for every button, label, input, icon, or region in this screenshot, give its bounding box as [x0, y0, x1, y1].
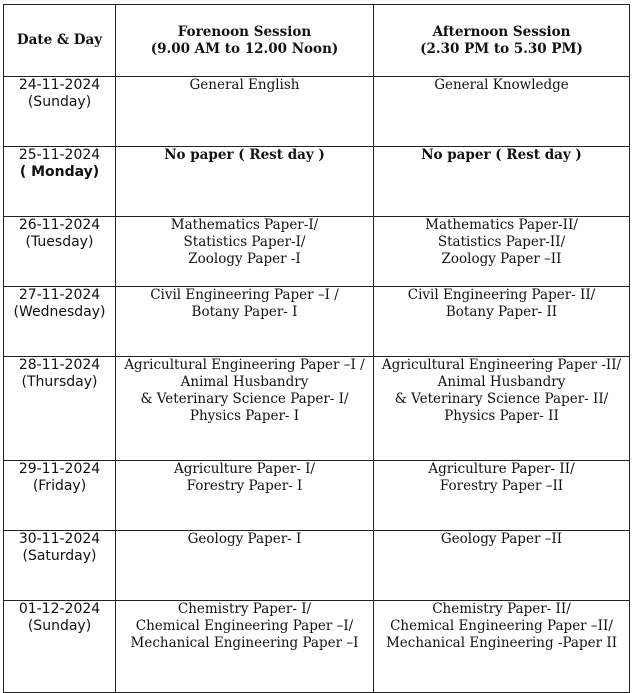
afternoon-paper-line: Mechanical Engineering -Paper II: [385, 635, 618, 651]
forenoon-paper-line: Mathematics Paper-I/: [170, 217, 319, 233]
forenoon-session-cell: [116, 147, 374, 217]
afternoon-paper-line: Civil Engineering Paper- II/: [407, 287, 596, 303]
day-text: (Thursday): [21, 374, 98, 390]
table-row: [4, 77, 630, 147]
forenoon-session-cell: [116, 287, 374, 357]
forenoon-paper-line: Physics Paper- I: [189, 408, 300, 424]
forenoon-paper-line: Civil Engineering Paper –I /: [150, 287, 339, 303]
afternoon-paper-line: Mathematics Paper-II/: [425, 217, 578, 233]
forenoon-paper-line: Statistics Paper-I/: [183, 234, 306, 250]
afternoon-paper-line: Chemistry Paper- II/: [432, 601, 571, 617]
forenoon-paper-line: No paper ( Rest day ): [164, 147, 325, 163]
date-text: 27-11-2024: [18, 287, 101, 303]
day-text: (Saturday): [22, 548, 97, 564]
forenoon-session-cell: [116, 461, 374, 531]
header-forenoon-time: (9.00 AM to 12.00 Noon): [150, 40, 339, 57]
date-text: 25-11-2024: [18, 147, 101, 163]
afternoon-session-cell: [374, 461, 630, 531]
forenoon-paper-line: Chemical Engineering Paper –I/: [135, 618, 354, 634]
afternoon-paper-line: Forestry Paper –II: [439, 478, 564, 494]
forenoon-session-cell: [116, 357, 374, 461]
header-forenoon: [116, 5, 374, 77]
table-row: [4, 531, 630, 601]
day-text: ( Monday): [19, 164, 100, 180]
header-date-day: Date & Day: [4, 5, 116, 77]
afternoon-paper-line: & Veterinary Science Paper- II/: [394, 391, 609, 407]
table-row: [4, 461, 630, 531]
header-row: [4, 5, 630, 77]
table-row: [4, 287, 630, 357]
day-text: (Tuesday): [25, 234, 94, 250]
afternoon-paper-line: Statistics Paper-II/: [437, 234, 566, 250]
afternoon-paper-line: General Knowledge: [434, 77, 569, 93]
afternoon-paper-line: Physics Paper- II: [444, 408, 559, 424]
afternoon-session-cell: [374, 287, 630, 357]
date-day-cell: [4, 147, 116, 217]
table-row: [4, 601, 630, 693]
afternoon-paper-line: No paper ( Rest day ): [421, 147, 582, 163]
forenoon-paper-line: Zoology Paper -I: [188, 251, 301, 267]
afternoon-paper-line: Agriculture Paper- II/: [428, 461, 575, 477]
afternoon-paper-line: Agricultural Engineering Paper -II/: [381, 357, 622, 373]
date-day-cell: [4, 531, 116, 601]
afternoon-session-cell: [374, 77, 630, 147]
forenoon-session-cell: [116, 531, 374, 601]
forenoon-paper-line: Animal Husbandry: [180, 374, 309, 390]
header-afternoon: [374, 5, 630, 77]
forenoon-paper-line: Agricultural Engineering Paper –I /: [124, 357, 365, 373]
date-day-cell: [4, 357, 116, 461]
table-row: [4, 357, 630, 461]
forenoon-session-cell: [116, 77, 374, 147]
afternoon-session-cell: [374, 531, 630, 601]
forenoon-paper-line: Mechanical Engineering Paper –I: [130, 635, 359, 651]
date-day-cell: [4, 461, 116, 531]
date-day-cell: [4, 217, 116, 287]
date-text: 01-12-2024: [18, 601, 101, 617]
date-text: 29-11-2024: [18, 461, 101, 477]
forenoon-paper-line: Chemistry Paper- I/: [177, 601, 312, 617]
day-text: (Wednesday): [13, 304, 106, 320]
forenoon-paper-line: Forestry Paper- I: [186, 478, 303, 494]
forenoon-paper-line: Botany Paper- I: [191, 304, 298, 320]
table-row: [4, 147, 630, 217]
date-day-cell: [4, 77, 116, 147]
header-forenoon-title: Forenoon Session: [177, 23, 312, 40]
forenoon-session-cell: [116, 601, 374, 693]
forenoon-paper-line: Agriculture Paper- I/: [174, 461, 315, 477]
afternoon-paper-line: Animal Husbandry: [437, 374, 566, 390]
afternoon-paper-line: Zoology Paper –II: [441, 251, 562, 267]
afternoon-paper-line: Botany Paper- II: [445, 304, 558, 320]
exam-schedule-table: [3, 4, 630, 693]
header-afternoon-title: Afternoon Session: [432, 23, 571, 40]
date-day-cell: [4, 601, 116, 693]
afternoon-paper-line: Chemical Engineering Paper –II/: [390, 618, 613, 634]
day-text: (Friday): [32, 478, 87, 494]
day-text: (Sunday): [27, 618, 92, 634]
forenoon-paper-line: & Veterinary Science Paper- I/: [140, 391, 349, 407]
table-row: [4, 217, 630, 287]
afternoon-session-cell: [374, 217, 630, 287]
afternoon-session-cell: [374, 357, 630, 461]
afternoon-session-cell: [374, 147, 630, 217]
forenoon-paper-line: Geology Paper- I: [187, 531, 302, 547]
afternoon-session-cell: [374, 601, 630, 693]
date-text: 30-11-2024: [18, 531, 101, 547]
date-text: 26-11-2024: [18, 217, 101, 233]
header-afternoon-time: (2.30 PM to 5.30 PM): [420, 40, 583, 57]
date-day-cell: [4, 287, 116, 357]
forenoon-session-cell: [116, 217, 374, 287]
afternoon-paper-line: Geology Paper –II: [440, 531, 563, 547]
date-text: 28-11-2024: [18, 357, 101, 373]
forenoon-paper-line: General English: [189, 77, 300, 93]
day-text: (Sunday): [27, 94, 92, 110]
date-text: 24-11-2024: [18, 77, 101, 93]
